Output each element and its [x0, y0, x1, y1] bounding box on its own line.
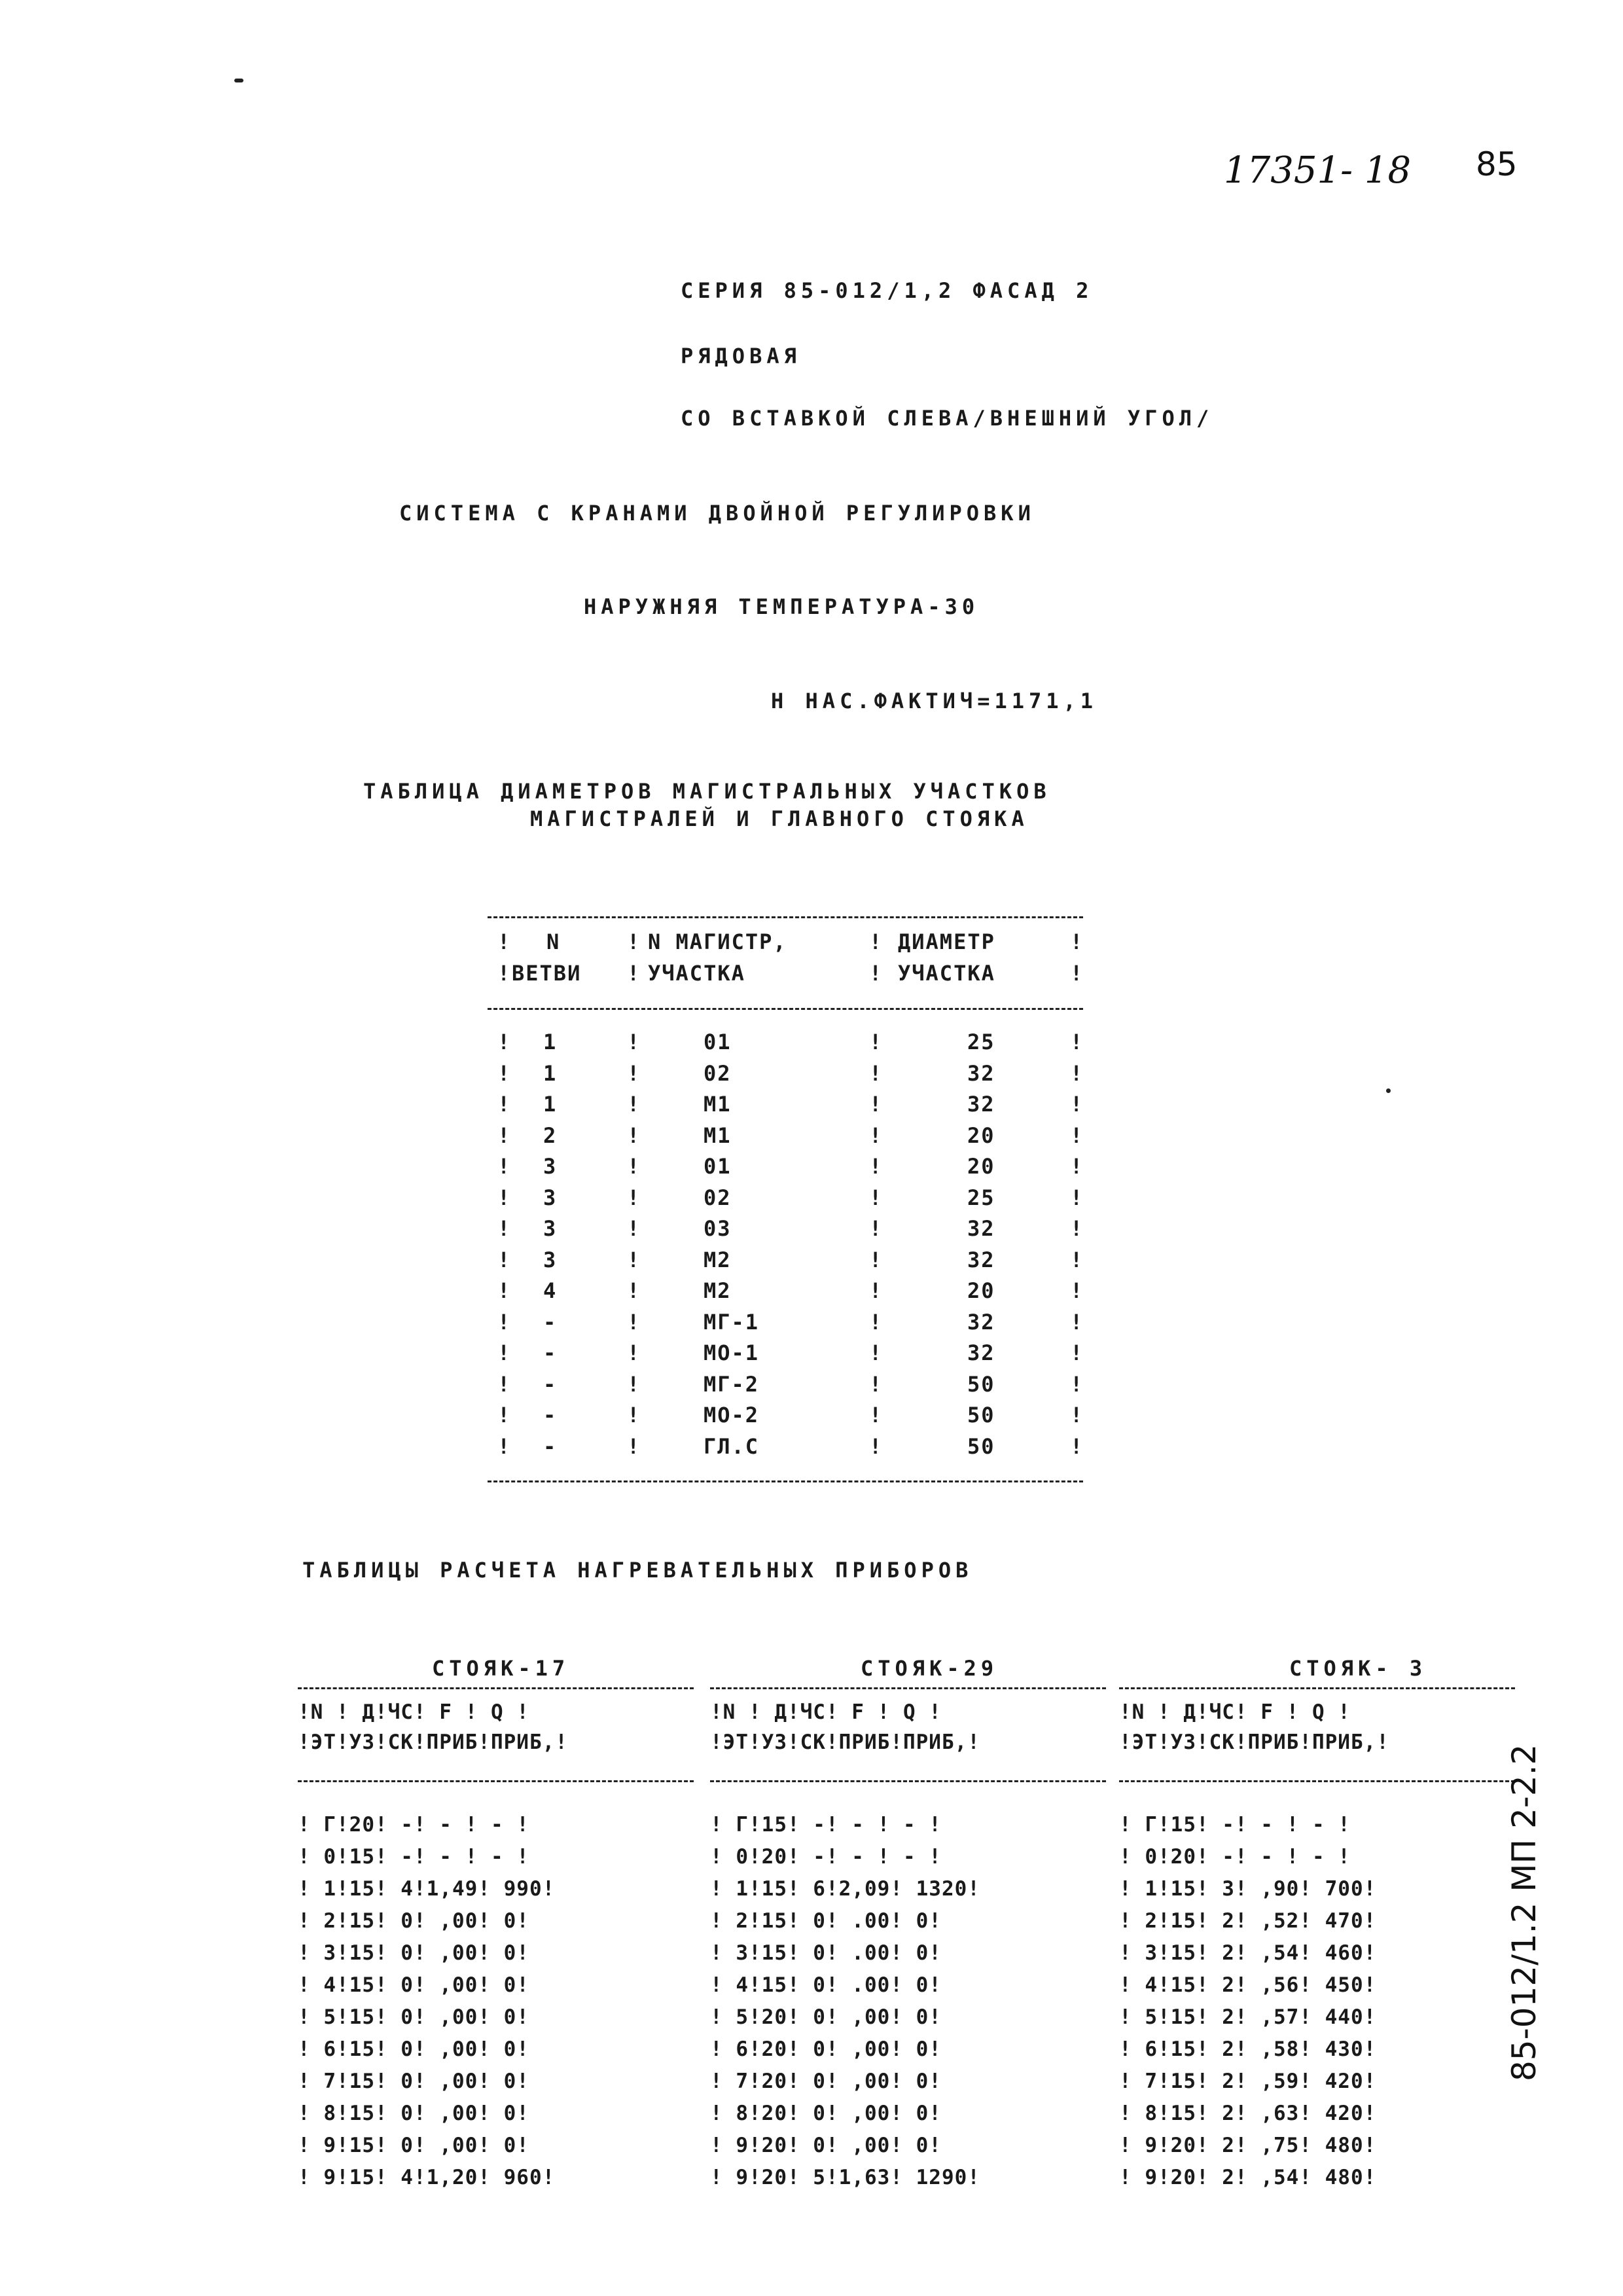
- section-cell: МО-1: [704, 1340, 760, 1365]
- table-separator: !: [627, 1278, 640, 1303]
- branch-cell: 1: [543, 1061, 558, 1086]
- table-separator: !: [497, 1123, 510, 1148]
- diameter-cell: 32: [967, 1310, 995, 1335]
- table-separator: !: [627, 1123, 640, 1148]
- riser-row: ! 6!15! 0! ,00! 0!: [298, 2037, 529, 2061]
- riser-row: ! 9!15! 0! ,00! 0!: [298, 2134, 529, 2157]
- riser-row: ! 8!20! 0! ,00! 0!: [710, 2102, 942, 2125]
- branch-cell: 3: [543, 1154, 558, 1179]
- diameter-cell: 50: [967, 1372, 995, 1397]
- table-separator: !: [1070, 1340, 1083, 1365]
- riser-row: ! 5!15! 0! ,00! 0!: [298, 2005, 529, 2029]
- table-separator: !: [1070, 1185, 1083, 1210]
- table-rule: [710, 1780, 1106, 1782]
- table-separator: !: [869, 1061, 882, 1086]
- table-separator: !: [1070, 1092, 1083, 1117]
- riser-row: ! 3!15! 2! ,54! 460!: [1119, 1941, 1377, 1965]
- header-branch-2: ВЕТВИ: [512, 961, 582, 986]
- section-cell: МГ-2: [704, 1372, 760, 1397]
- branch-cell: 2: [543, 1123, 558, 1148]
- table-separator: !: [869, 1185, 882, 1210]
- branch-cell: -: [543, 1340, 558, 1365]
- table-separator: !: [497, 1310, 510, 1335]
- table-separator: !: [497, 1434, 510, 1459]
- table-separator: !: [1070, 1310, 1083, 1335]
- riser-row: ! 9!20! 0! ,00! 0!: [710, 2134, 942, 2157]
- section-cell: 02: [704, 1061, 732, 1086]
- diameter-cell: 32: [967, 1340, 995, 1365]
- table-separator: !: [627, 929, 640, 954]
- table-separator: !: [1070, 961, 1083, 986]
- riser-row: ! 2!15! 2! ,52! 470!: [1119, 1909, 1377, 1933]
- table-separator: !: [497, 1403, 510, 1427]
- table-separator: !: [497, 1092, 510, 1117]
- handwritten-document-number: 17351- 18: [1224, 149, 1412, 192]
- pressure-line: Н НАС.ФАКТИЧ=1171,1: [771, 689, 1098, 713]
- diameter-cell: 32: [967, 1216, 995, 1241]
- riser-row: ! 0!15! -! - ! - !: [298, 1845, 529, 1869]
- table-separator: !: [627, 1372, 640, 1397]
- riser-row: ! 7!20! 0! ,00! 0!: [710, 2070, 942, 2093]
- section-cell: М1: [704, 1092, 732, 1117]
- table-separator: !: [497, 1216, 510, 1241]
- diameter-cell: 20: [967, 1154, 995, 1179]
- riser-row: ! Г!15! -! - ! - !: [710, 1813, 942, 1837]
- table-separator: !: [627, 1154, 640, 1179]
- section-cell: М2: [704, 1247, 732, 1272]
- table-separator: !: [1070, 1154, 1083, 1179]
- section-cell: 03: [704, 1216, 732, 1241]
- table-separator: !: [869, 1247, 882, 1272]
- section-cell: ГЛ.С: [704, 1434, 760, 1459]
- riser-title: СТОЯК-17: [432, 1656, 570, 1681]
- radiator-tables-title: ТАБЛИЦЫ РАСЧЕТА НАГРЕВАТЕЛЬНЫХ ПРИБОРОВ: [302, 1558, 973, 1583]
- section-cell: МО-2: [704, 1403, 760, 1427]
- variant-line: СО ВСТАВКОЙ СЛЕВА/ВНЕШНИЙ УГОЛ/: [681, 406, 1214, 431]
- table-separator: !: [869, 1092, 882, 1117]
- riser-row: ! 9!15! 4!1,20! 960!: [298, 2166, 556, 2189]
- table-separator: !: [869, 1340, 882, 1365]
- table-separator: !: [627, 1092, 640, 1117]
- diameter-cell: 25: [967, 1185, 995, 1210]
- riser-row: ! 2!15! 0! .00! 0!: [710, 1909, 942, 1933]
- branch-cell: 1: [543, 1030, 558, 1054]
- riser-row: ! 4!15! 0! .00! 0!: [710, 1973, 942, 1997]
- table-separator: !: [627, 961, 640, 986]
- table-separator: !: [1070, 1216, 1083, 1241]
- table-separator: !: [627, 1185, 640, 1210]
- branch-cell: 3: [543, 1247, 558, 1272]
- diameter-cell: 20: [967, 1123, 995, 1148]
- side-stamp: 85-012/1.2 МП 2-2.2: [1505, 1744, 1543, 2081]
- table-separator: !: [497, 1372, 510, 1397]
- table-separator: !: [497, 929, 510, 954]
- series-line: СЕРИЯ 85-012/1,2 ФАСАД 2: [681, 278, 1094, 303]
- table-separator: !: [1070, 1030, 1083, 1054]
- riser-row: ! 0!20! -! - ! - !: [1119, 1845, 1351, 1869]
- section-cell: М1: [704, 1123, 732, 1148]
- riser-row: ! 6!15! 2! ,58! 430!: [1119, 2037, 1377, 2061]
- table-separator: !: [1070, 1434, 1083, 1459]
- system-line: СИСТЕМА С КРАНАМИ ДВОЙНОЙ РЕГУЛИРОВКИ: [399, 501, 1035, 526]
- diameter-cell: 50: [967, 1434, 995, 1459]
- header-diameter-1: ДИАМЕТР: [898, 929, 995, 954]
- diameter-cell: 32: [967, 1061, 995, 1086]
- header-diameter-2: УЧАСТКА: [898, 961, 995, 986]
- table-separator: !: [627, 1403, 640, 1427]
- section-cell: М2: [704, 1278, 732, 1303]
- branch-cell: -: [543, 1372, 558, 1397]
- table-separator: !: [1070, 1278, 1083, 1303]
- riser-row: ! 3!15! 0! .00! 0!: [710, 1941, 942, 1965]
- table-separator: !: [497, 961, 510, 986]
- riser-row: ! 4!15! 0! ,00! 0!: [298, 1973, 529, 1997]
- riser-title: СТОЯК-29: [861, 1656, 999, 1681]
- section-cell: 02: [704, 1185, 732, 1210]
- riser-header-line: !N ! Д!ЧС! F ! Q !: [710, 1700, 942, 1724]
- table-separator: !: [627, 1247, 640, 1272]
- table-separator: !: [1070, 1061, 1083, 1086]
- table-separator: !: [869, 961, 882, 986]
- diameter-cell: 25: [967, 1030, 995, 1054]
- header-section-1: N МАГИСТР,: [648, 929, 787, 954]
- riser-row: ! Г!15! -! - ! - !: [1119, 1813, 1351, 1837]
- riser-row: ! 9!20! 5!1,63! 1290!: [710, 2166, 980, 2189]
- riser-row: ! 8!15! 0! ,00! 0!: [298, 2102, 529, 2125]
- table-separator: !: [497, 1247, 510, 1272]
- header-section-2: УЧАСТКА: [648, 961, 745, 986]
- branch-cell: 1: [543, 1092, 558, 1117]
- table-rule: [298, 1780, 694, 1782]
- riser-row: ! 5!15! 2! ,57! 440!: [1119, 2005, 1377, 2029]
- table-separator: !: [497, 1340, 510, 1365]
- riser-title: СТОЯК- 3: [1289, 1656, 1427, 1681]
- table-separator: !: [627, 1061, 640, 1086]
- riser-row: ! 3!15! 0! ,00! 0!: [298, 1941, 529, 1965]
- table-separator: !: [497, 1154, 510, 1179]
- diameter-cell: 32: [967, 1247, 995, 1272]
- table-separator: !: [497, 1030, 510, 1054]
- table-separator: !: [869, 1154, 882, 1179]
- table-separator: !: [869, 1030, 882, 1054]
- table-rule: [710, 1687, 1106, 1689]
- riser-header-line: !ЭТ!УЗ!СК!ПРИБ!ПРИБ,!: [1119, 1731, 1389, 1754]
- riser-row: ! 7!15! 0! ,00! 0!: [298, 2070, 529, 2093]
- table-separator: !: [627, 1216, 640, 1241]
- table-separator: !: [497, 1061, 510, 1086]
- branch-cell: 3: [543, 1185, 558, 1210]
- table-rule: [1119, 1687, 1515, 1689]
- table-rule: [488, 916, 1083, 918]
- branch-cell: 4: [543, 1278, 558, 1303]
- table-separator: !: [869, 1216, 882, 1241]
- type-line: РЯДОВАЯ: [681, 344, 801, 368]
- riser-header-line: !N ! Д!ЧС! F ! Q !: [298, 1700, 529, 1724]
- riser-header-line: !ЭТ!УЗ!СК!ПРИБ!ПРИБ,!: [298, 1731, 568, 1754]
- table-rule: [488, 1480, 1083, 1482]
- table-separator: !: [869, 1434, 882, 1459]
- riser-row: ! 6!20! 0! ,00! 0!: [710, 2037, 942, 2061]
- riser-row: ! Г!20! -! - ! - !: [298, 1813, 529, 1837]
- table-separator: !: [497, 1278, 510, 1303]
- table-separator: !: [869, 929, 882, 954]
- outdoor-temp-line: НАРУЖНЯЯ ТЕМПЕРАТУРА-30: [584, 594, 980, 619]
- branch-cell: -: [543, 1310, 558, 1335]
- table-separator: !: [1070, 1247, 1083, 1272]
- header-branch-1: N: [546, 929, 561, 954]
- riser-row: ! 5!20! 0! ,00! 0!: [710, 2005, 942, 2029]
- table-separator: !: [869, 1278, 882, 1303]
- table-separator: !: [1070, 1403, 1083, 1427]
- table-separator: !: [497, 1185, 510, 1210]
- table-rule: [298, 1687, 694, 1689]
- table-separator: !: [1070, 1372, 1083, 1397]
- table-separator: !: [869, 1372, 882, 1397]
- diameter-table-subtitle: МАГИСТРАЛЕЙ И ГЛАВНОГО СТОЯКА: [530, 806, 1029, 831]
- diameter-cell: 32: [967, 1092, 995, 1117]
- diameter-cell: 50: [967, 1403, 995, 1427]
- branch-cell: -: [543, 1434, 558, 1459]
- table-separator: !: [627, 1030, 640, 1054]
- riser-row: ! 1!15! 6!2,09! 1320!: [710, 1877, 980, 1901]
- section-cell: 01: [704, 1154, 732, 1179]
- riser-row: ! 2!15! 0! ,00! 0!: [298, 1909, 529, 1933]
- section-cell: 01: [704, 1030, 732, 1054]
- riser-row: ! 0!20! -! - ! - !: [710, 1845, 942, 1869]
- riser-row: ! 9!20! 2! ,54! 480!: [1119, 2166, 1377, 2189]
- table-separator: !: [627, 1434, 640, 1459]
- section-cell: МГ-1: [704, 1310, 760, 1335]
- table-rule: [1119, 1780, 1515, 1782]
- riser-row: ! 4!15! 2! ,56! 450!: [1119, 1973, 1377, 1997]
- riser-header-line: !N ! Д!ЧС! F ! Q !: [1119, 1700, 1351, 1724]
- table-separator: !: [627, 1340, 640, 1365]
- riser-header-line: !ЭТ!УЗ!СК!ПРИБ!ПРИБ,!: [710, 1731, 980, 1754]
- table-separator: !: [869, 1310, 882, 1335]
- riser-row: ! 8!15! 2! ,63! 420!: [1119, 2102, 1377, 2125]
- riser-row: ! 9!20! 2! ,75! 480!: [1119, 2134, 1377, 2157]
- diameter-table-title: ТАБЛИЦА ДИАМЕТРОВ МАГИСТРАЛЬНЫХ УЧАСТКОВ: [363, 779, 1051, 804]
- table-separator: !: [869, 1123, 882, 1148]
- table-separator: !: [1070, 929, 1083, 954]
- branch-cell: -: [543, 1403, 558, 1427]
- riser-row: ! 1!15! 4!1,49! 990!: [298, 1877, 556, 1901]
- table-separator: !: [627, 1310, 640, 1335]
- diameter-cell: 20: [967, 1278, 995, 1303]
- riser-row: ! 7!15! 2! ,59! 420!: [1119, 2070, 1377, 2093]
- table-separator: !: [869, 1403, 882, 1427]
- branch-cell: 3: [543, 1216, 558, 1241]
- table-separator: !: [1070, 1123, 1083, 1148]
- table-rule: [488, 1008, 1083, 1010]
- page-number: 85: [1476, 145, 1518, 183]
- riser-row: ! 1!15! 3! ,90! 700!: [1119, 1877, 1377, 1901]
